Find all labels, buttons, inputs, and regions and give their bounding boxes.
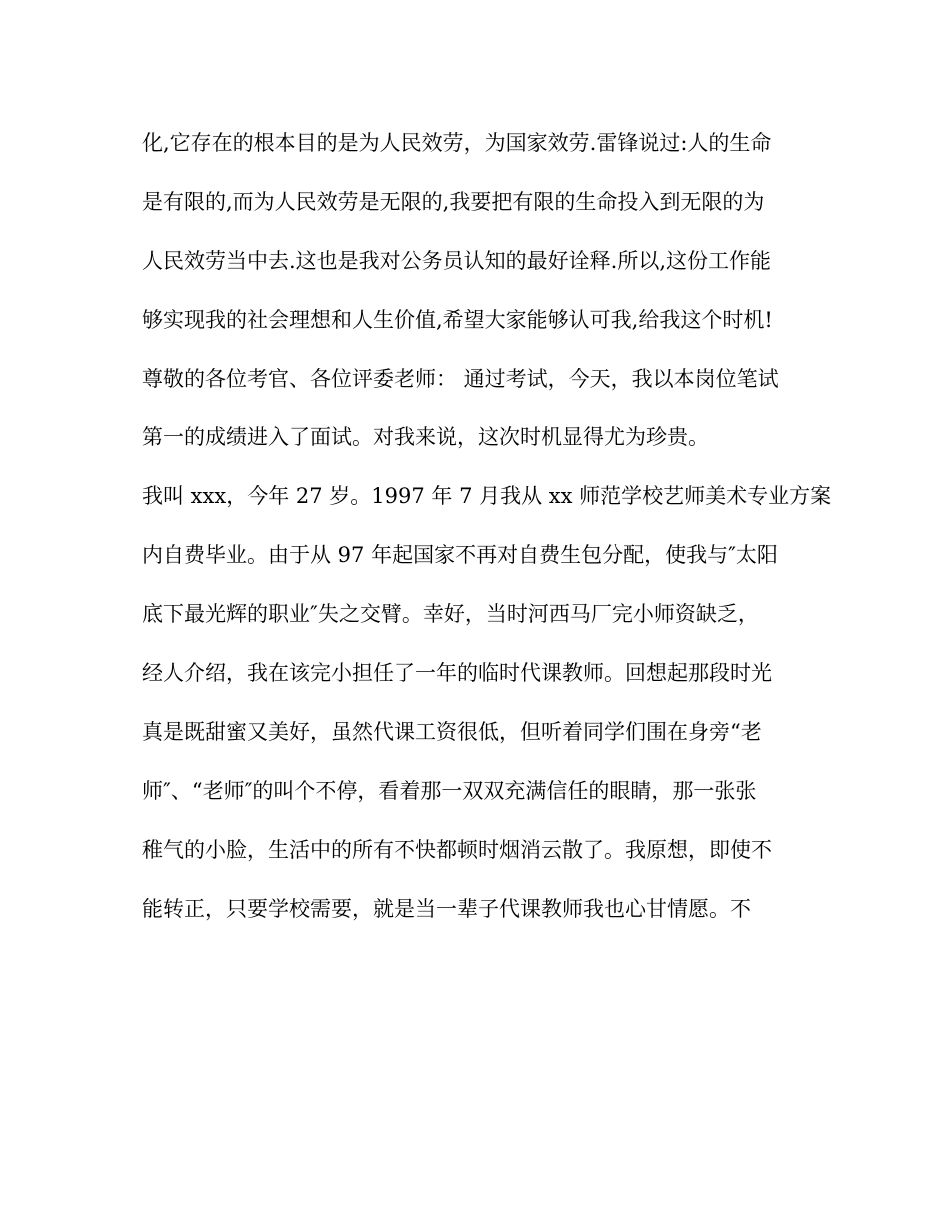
text-line: 第一的成绩进入了面试。对我来说，这次时机显得尤为珍贵。 [142, 425, 709, 450]
body-text [142, 118, 832, 942]
text-line: 师″、“老师″的叫个不停，看着那一双双充满信任的眼睛，那一张张 [142, 778, 757, 803]
text-line: 尊敬的各位考官、各位评委老师： 通过考试，今天，我以本岗位笔试 [142, 366, 779, 391]
text-line: 我叫 xxx，今年 27 岁。1997 年 7 月我从 xx 师范学校艺师美术专业方案 [142, 484, 832, 509]
text-line: 化,它存在的根本目的是为人民效劳，为国家效劳.雷锋说过:人的生命 [142, 131, 772, 155]
text-line: 经人介绍，我在该完小担任了一年的临时代课教师。回想起那段时光 [142, 661, 772, 686]
text-line: 够实现我的社会理想和人生价值,希望大家能够认可我,给我这个时机! [142, 307, 773, 332]
text-line: 稚气的小脸，生活中的所有不快都顿时烟消云散了。我原想，即使不 [142, 837, 772, 862]
text-line: 内自费毕业。由于从 97 年起国家不再对自费生包分配，使我与″太阳 [142, 543, 778, 568]
text-line: 真是既甜蜜又美好，虽然代课工资很低，但听着同学们围在身旁“老 [142, 719, 762, 744]
text-line: 是有限的,而为人民效劳是无限的,我要把有限的生命投入到无限的为 [142, 189, 765, 214]
text-line: 人民效劳当中去.这也是我对公务员认知的最好诠释.所以,这份工作能 [142, 248, 772, 273]
text-line: 能转正，只要学校需要，就是当一辈子代课教师我也心甘情愿。不 [142, 896, 751, 921]
text-line: 底下最光辉的职业″失之交臂。幸好，当时河西马厂完小师资缺乏， [142, 602, 759, 627]
